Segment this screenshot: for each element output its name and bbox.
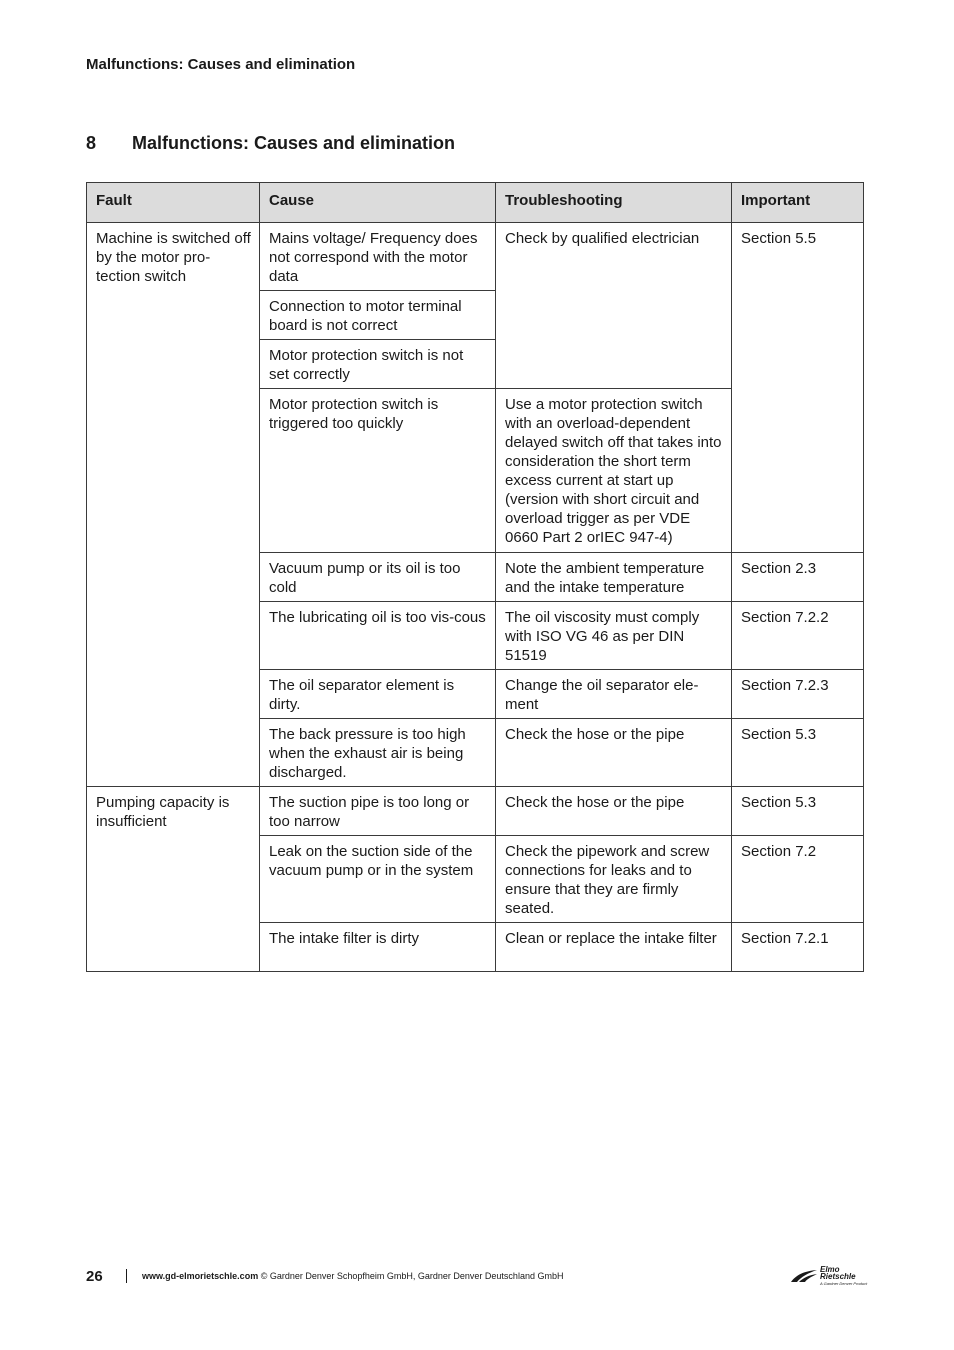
section-heading bbox=[86, 133, 455, 154]
cause-cell: Vacuum pump or its oil is too cold bbox=[260, 553, 496, 602]
table-row bbox=[87, 223, 864, 291]
important-cell: Section 2.3 bbox=[732, 553, 864, 602]
cause-cell: Mains voltage/ Frequency does not correspond with the motor data bbox=[260, 223, 496, 291]
cause-cell: The oil separator element is dirty. bbox=[260, 670, 496, 719]
troubleshooting-cell: Clean or replace the intake filter bbox=[496, 923, 732, 972]
header-fault: Fault bbox=[87, 183, 260, 223]
important-cell: Section 5.5 bbox=[732, 223, 864, 553]
troubleshooting-cell: Change the oil separator ele-ment bbox=[496, 670, 732, 719]
header-important: Important bbox=[732, 183, 864, 223]
swoosh-icon bbox=[790, 1269, 818, 1283]
page-footer bbox=[86, 1265, 868, 1290]
cause-cell: Motor protection switch is not set correctly bbox=[260, 340, 496, 389]
troubleshooting-cell: Note the ambient temperature and the intake temperature bbox=[496, 553, 732, 602]
troubleshooting-cell: The oil viscosity must comply with ISO VG 46 as per DIN 51519 bbox=[496, 602, 732, 670]
header-troubleshooting: Troubleshooting bbox=[496, 183, 732, 223]
troubleshooting-cell: Check the hose or the pipe bbox=[496, 787, 732, 836]
company-logo bbox=[790, 1265, 868, 1288]
fault-cell: Machine is switched off by the motor pro-tection switch bbox=[87, 223, 260, 787]
important-cell: Section 5.3 bbox=[732, 719, 864, 787]
important-cell: Section 7.2 bbox=[732, 836, 864, 923]
header-cause: Cause bbox=[260, 183, 496, 223]
important-cell: Section 7.2.2 bbox=[732, 602, 864, 670]
footer-copyright: © Gardner Denver Schopfheim GmbH, Gardner Denver Deutschland GmbH bbox=[258, 1271, 564, 1281]
cause-cell: The intake filter is dirty bbox=[260, 923, 496, 972]
fault-cell: Pumping capacity is insufficient bbox=[87, 787, 260, 972]
cause-cell: The back pressure is too high when the exhaust air is being discharged. bbox=[260, 719, 496, 787]
logo-brand bbox=[820, 1266, 856, 1280]
troubleshooting-cell: Use a motor protection switch with an overload-dependent delayed switch off that takes into consideration the short term excess current at start up (version with short circuit and overload trigger as per VDE 0660 Part 2 orIEC 947-4) bbox=[496, 389, 732, 553]
logo-brand-line1: Elmo bbox=[820, 1265, 840, 1274]
section-number: 8 bbox=[86, 133, 97, 153]
troubleshooting-cell: Check by qualified electrician bbox=[496, 223, 732, 389]
table-header-row bbox=[87, 183, 864, 223]
cause-cell: The lubricating oil is too vis-cous bbox=[260, 602, 496, 670]
logo-brand-line2: Rietschle bbox=[820, 1272, 856, 1281]
important-cell: Section 7.2.3 bbox=[732, 670, 864, 719]
important-cell: Section 5.3 bbox=[732, 787, 864, 836]
troubleshooting-cell: Check the pipework and screw connections for leaks and to ensure that they are firmly seated. bbox=[496, 836, 732, 923]
running-header: Malfunctions: Causes and elimination bbox=[86, 56, 356, 73]
footer-url: www.gd-elmorietschle.com bbox=[142, 1271, 259, 1281]
troubleshooting-cell: Check the hose or the pipe bbox=[496, 719, 732, 787]
footer-divider bbox=[126, 1269, 127, 1283]
cause-cell: Connection to motor terminal board is not correct bbox=[260, 291, 496, 340]
table-row bbox=[87, 787, 864, 836]
page-number: 26 bbox=[86, 1268, 103, 1285]
important-cell: Section 7.2.1 bbox=[732, 923, 864, 972]
fault-table bbox=[86, 182, 864, 972]
logo-tagline: A Gardner Denver Product bbox=[820, 1281, 868, 1286]
cause-cell: The suction pipe is too long or too narrow bbox=[260, 787, 496, 836]
footer-text bbox=[142, 1271, 563, 1281]
cause-cell: Motor protection switch is triggered too quickly bbox=[260, 389, 496, 553]
section-title: Malfunctions: Causes and elimination bbox=[132, 133, 456, 153]
cause-cell: Leak on the suction side of the vacuum pump or in the system bbox=[260, 836, 496, 923]
